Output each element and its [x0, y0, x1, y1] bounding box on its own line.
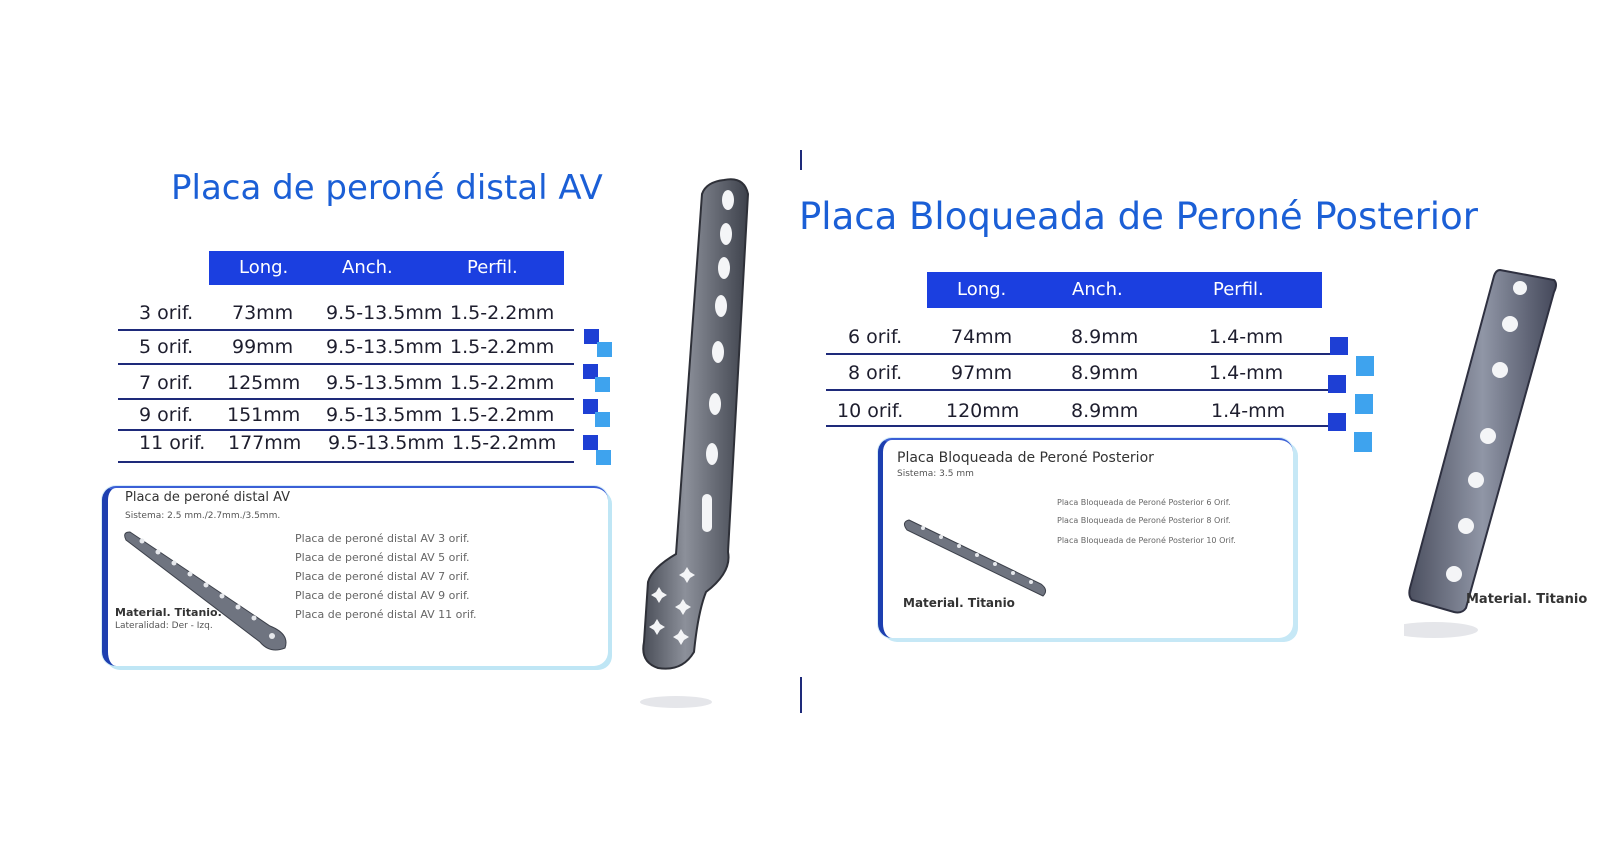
- row-divider: [826, 389, 1336, 391]
- card-laterality: Lateralidad: Der - Izq.: [115, 621, 213, 631]
- square-dark: [1330, 337, 1348, 355]
- left-table-header: [209, 251, 564, 285]
- long-cell: 177mm: [228, 432, 302, 454]
- anch-cell: 8.9mm: [1071, 362, 1139, 384]
- anch-cell: 8.9mm: [1071, 400, 1139, 422]
- long-cell: 151mm: [227, 404, 301, 426]
- card-system: Sistema: 2.5 mm./2.7mm./3.5mm.: [125, 511, 281, 521]
- long-cell: 74mm: [951, 326, 1013, 348]
- card-item: Placa Bloqueada de Peroné Posterior 8 Orif.: [1057, 516, 1231, 525]
- anch-cell: 8.9mm: [1071, 326, 1139, 348]
- perfil-cell: 1.5-2.2mm: [450, 404, 555, 426]
- card-item: Placa de peroné distal AV 9 orif.: [295, 589, 470, 602]
- card-material: Material. Titanio.: [115, 606, 222, 619]
- anch-cell: 9.5-13.5mm: [328, 432, 445, 454]
- section-divider-bottom: [800, 677, 802, 713]
- row-divider: [826, 425, 1336, 427]
- right-header-anch: Anch.: [1072, 279, 1123, 300]
- holes-cell: 7 orif.: [139, 372, 194, 394]
- card-item: Placa Bloqueada de Peroné Posterior 6 Orif.: [1057, 498, 1231, 507]
- card-item: Placa de peroné distal AV 7 orif.: [295, 570, 470, 583]
- right-header-perfil: Perfil.: [1213, 279, 1264, 300]
- holes-cell: 5 orif.: [139, 336, 194, 358]
- perfil-cell: 1.4-mm: [1209, 362, 1284, 384]
- holes-cell: 10 orif.: [837, 400, 904, 422]
- perfil-cell: 1.5-2.2mm: [450, 372, 555, 394]
- anch-cell: 9.5-13.5mm: [326, 302, 443, 324]
- holes-cell: 3 orif.: [139, 302, 194, 324]
- long-cell: 99mm: [232, 336, 294, 358]
- holes-cell: 11 orif.: [139, 432, 206, 454]
- perfil-cell: 1.4-mm: [1209, 326, 1284, 348]
- row-divider: [118, 429, 574, 431]
- row-divider: [118, 461, 574, 463]
- distal-fibula-plate-image: [636, 172, 766, 717]
- row-divider: [118, 363, 574, 365]
- anch-cell: 9.5-13.5mm: [326, 404, 443, 426]
- right-table-header: [927, 272, 1322, 308]
- section-divider-top: [800, 150, 802, 170]
- long-cell: 125mm: [227, 372, 301, 394]
- right-header-long: Long.: [957, 279, 1007, 300]
- long-cell: 97mm: [951, 362, 1013, 384]
- perfil-cell: 1.5-2.2mm: [450, 302, 555, 324]
- left-header-long: Long.: [239, 257, 289, 278]
- holes-cell: 9 orif.: [139, 404, 194, 426]
- perfil-cell: 1.4-mm: [1211, 400, 1286, 422]
- square-light: [595, 377, 610, 392]
- small-plate-image: [901, 510, 1051, 600]
- card-item: Placa de peroné distal AV 5 orif.: [295, 551, 470, 564]
- left-header-anch: Anch.: [342, 257, 393, 278]
- card-system: Sistema: 3.5 mm: [897, 469, 974, 479]
- square-dark: [1328, 413, 1346, 431]
- right-title: Placa Bloqueada de Peroné Posterior: [799, 195, 1478, 238]
- row-divider: [118, 329, 574, 331]
- perfil-cell: 1.5-2.2mm: [452, 432, 557, 454]
- card-title: Placa Bloqueada de Peroné Posterior: [897, 450, 1154, 466]
- square-dark: [583, 435, 598, 450]
- holes-cell: 8 orif.: [848, 362, 903, 384]
- left-info-card: [102, 486, 608, 666]
- card-title: Placa de peroné distal AV: [125, 490, 291, 505]
- square-dark: [1328, 375, 1346, 393]
- square-light: [1355, 394, 1373, 414]
- card-item: Placa Bloqueada de Peroné Posterior 10 Orif.: [1057, 536, 1236, 545]
- square-light: [597, 342, 612, 357]
- card-item: Placa de peroné distal AV 3 orif.: [295, 532, 470, 545]
- left-header-perfil: Perfil.: [467, 257, 518, 278]
- card-material: Material. Titanio: [903, 596, 1015, 610]
- small-plate-image: [120, 524, 295, 652]
- long-cell: 73mm: [232, 302, 294, 324]
- long-cell: 120mm: [946, 400, 1020, 422]
- row-divider: [826, 353, 1336, 355]
- square-light: [595, 412, 610, 427]
- row-divider: [118, 398, 574, 400]
- anch-cell: 9.5-13.5mm: [326, 336, 443, 358]
- anch-cell: 9.5-13.5mm: [326, 372, 443, 394]
- square-light: [596, 450, 611, 465]
- square-light: [1354, 432, 1372, 452]
- right-info-card: [878, 438, 1293, 638]
- right-material-label: Material. Titanio: [1466, 592, 1588, 607]
- holes-cell: 6 orif.: [848, 326, 903, 348]
- card-item: Placa de peroné distal AV 11 orif.: [295, 608, 477, 621]
- perfil-cell: 1.5-2.2mm: [450, 336, 555, 358]
- left-title: Placa de peroné distal AV: [171, 168, 603, 208]
- square-light: [1356, 356, 1374, 376]
